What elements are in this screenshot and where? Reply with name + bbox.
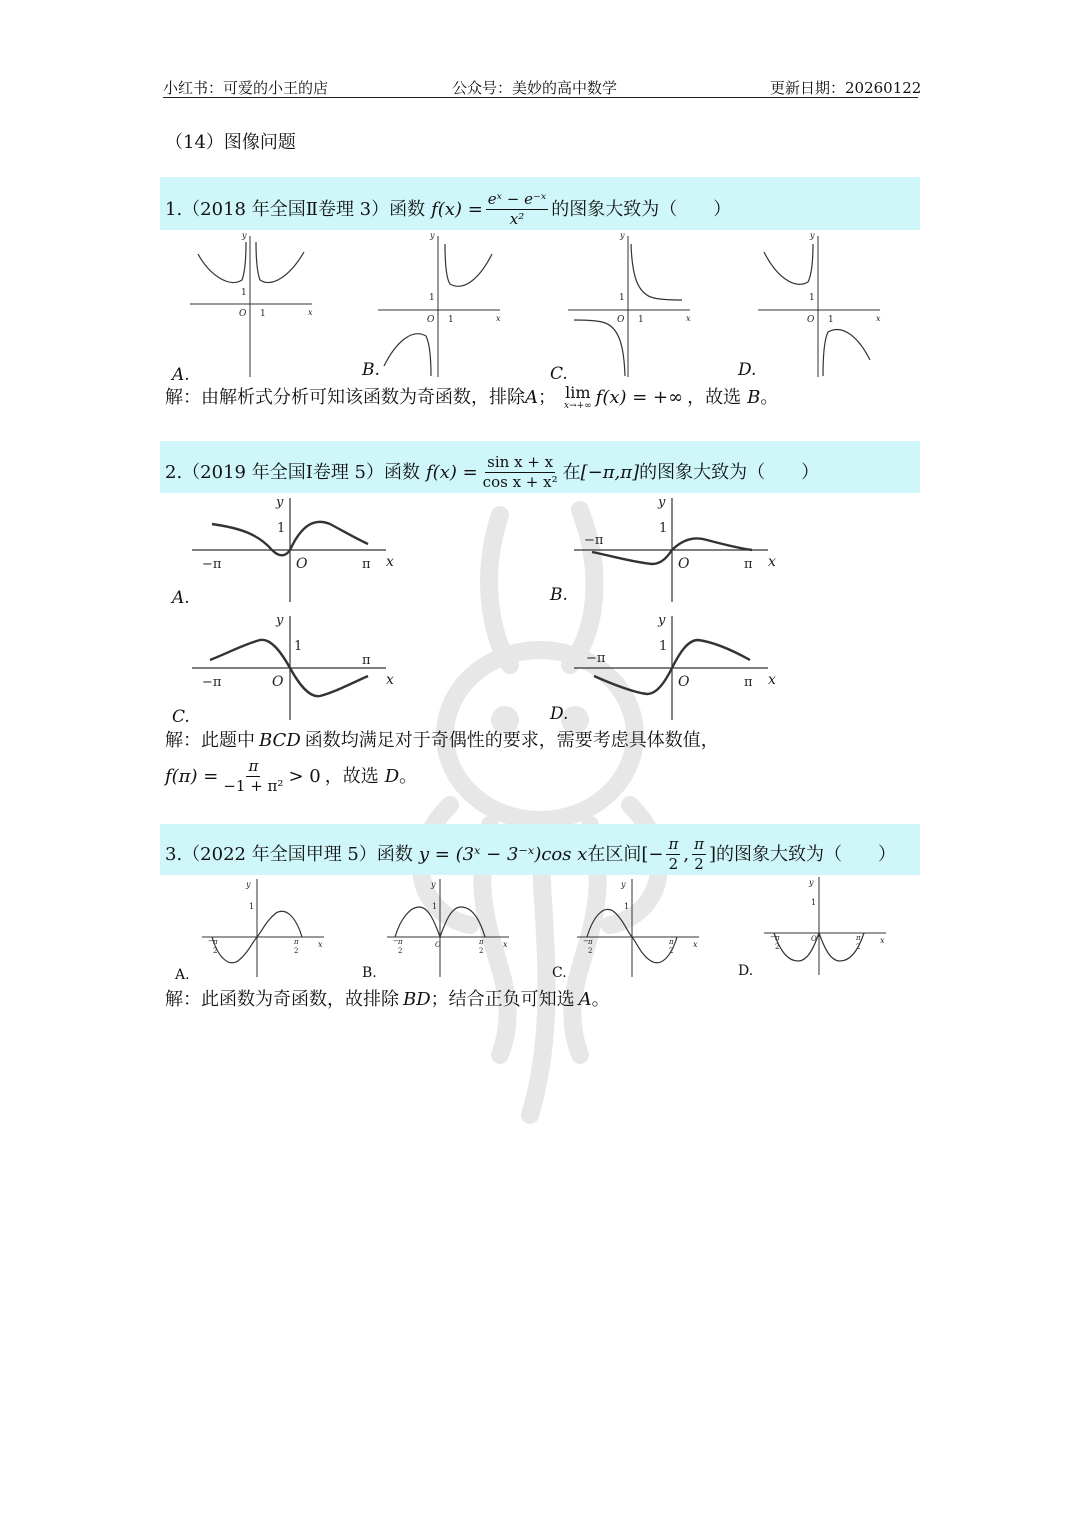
q2-solution-fraction — [221, 758, 285, 795]
q2-prefix: 2.（2019 年全国Ⅰ卷理 5）函数 — [165, 461, 420, 483]
curve-right — [823, 330, 870, 376]
header-center-text: 公众号：美妙的高中数学 — [452, 79, 618, 97]
svg-text:π: π — [362, 653, 371, 668]
svg-text:y: y — [430, 231, 435, 240]
svg-text:x: x — [386, 554, 394, 570]
svg-text:O: O — [296, 556, 308, 572]
svg-text:1: 1 — [811, 898, 817, 907]
q1-suffix: 的图象大致为（ ） — [551, 198, 732, 220]
q2-answer: D — [384, 765, 400, 787]
q2-option-b-label: B. — [550, 585, 568, 605]
svg-text:π: π — [669, 938, 674, 946]
q1-tail: ，故选 — [687, 387, 742, 408]
curve-left — [574, 320, 625, 376]
q1-denominator: x² — [509, 210, 525, 228]
curve-right — [445, 244, 492, 286]
svg-text:1: 1 — [619, 293, 625, 303]
q1-lim-expr: f(x) = +∞ — [595, 387, 684, 408]
svg-text:2: 2 — [775, 943, 780, 951]
q2-solution-a: 解：此题中 — [165, 730, 255, 751]
q3-option-c-label: C. — [552, 965, 567, 981]
q2-gt: > 0 — [288, 765, 321, 787]
svg-text:2: 2 — [479, 947, 484, 955]
svg-text:x: x — [496, 314, 501, 323]
q2-graph-d — [572, 612, 782, 722]
q2-solution-den: −1 + π² — [223, 777, 284, 795]
svg-text:y: y — [246, 880, 251, 889]
svg-text:1: 1 — [432, 902, 438, 911]
svg-text:2: 2 — [213, 947, 218, 955]
curve-right — [256, 242, 304, 282]
q3-suffix: 的图象大致为（ ） — [715, 843, 896, 865]
q1-option-b-label: B. — [362, 360, 380, 380]
q2-interval: [−π,π] — [580, 461, 640, 483]
q3-prefix: 3.（2022 年全国甲理 5）函数 — [165, 843, 413, 865]
curve-left — [198, 242, 246, 282]
svg-text:y: y — [276, 495, 284, 510]
q1-fx: f(x) = — [431, 198, 483, 220]
header-rule — [163, 97, 918, 98]
svg-text:π: π — [588, 938, 593, 946]
svg-text:−π: −π — [202, 675, 222, 690]
header-left-text: 小红书：可爱的小王的店 — [163, 79, 329, 97]
q2-fx: f(x) = — [426, 461, 478, 483]
svg-text:2: 2 — [398, 947, 403, 955]
q1-limit — [564, 385, 592, 411]
svg-text:π: π — [294, 938, 299, 946]
q2-solution-bcd: BCD — [259, 730, 301, 751]
q3-excluded: BD — [403, 989, 431, 1010]
svg-text:1: 1 — [249, 902, 255, 911]
svg-text:−π: −π — [584, 533, 604, 548]
question-2-box — [160, 441, 920, 493]
q3-graph-c — [575, 877, 705, 977]
svg-text:1: 1 — [429, 293, 435, 303]
q3-end: 。 — [591, 989, 610, 1010]
svg-text:π: π — [744, 675, 753, 690]
q2-mid: 在 — [562, 461, 581, 483]
svg-text:y: y — [810, 231, 815, 240]
svg-text:x: x — [503, 940, 508, 949]
q3-mid: 在区间 — [587, 843, 642, 865]
svg-text:y: y — [276, 613, 284, 628]
svg-text:x: x — [768, 554, 776, 570]
svg-text:π: π — [213, 938, 218, 946]
svg-text:1: 1 — [448, 315, 454, 325]
svg-text:x: x — [876, 314, 881, 323]
question-3-box — [160, 824, 920, 875]
question-3-stem — [165, 836, 896, 873]
q1-option-a-label: A. — [172, 365, 190, 385]
svg-text:π: π — [398, 938, 403, 946]
svg-text:O: O — [678, 556, 690, 572]
svg-text:π: π — [479, 938, 484, 946]
svg-text:O: O — [435, 941, 441, 949]
y-one-label: 1 — [241, 288, 247, 298]
x-label: x — [308, 308, 313, 317]
svg-text:1: 1 — [624, 902, 630, 911]
q1-lim-sub: x→+∞ — [564, 401, 592, 411]
q1-lim-word: lim — [565, 383, 591, 402]
q2-suffix: 的图象大致为（ ） — [639, 461, 820, 483]
svg-text:2: 2 — [669, 947, 674, 955]
svg-text:1: 1 — [659, 639, 668, 654]
q3-graph-a — [200, 877, 330, 977]
x-one-label: 1 — [260, 309, 266, 319]
q3-solution-mid: ；结合正负可知选 — [430, 989, 575, 1010]
q2-denominator: cos x + x² — [482, 473, 558, 491]
q2-graph-c — [190, 612, 400, 722]
q1-end: 。 — [760, 387, 779, 408]
curve-right — [631, 244, 682, 300]
svg-text:π: π — [775, 934, 780, 942]
q3-answer: A — [578, 989, 592, 1010]
svg-text:1: 1 — [809, 293, 815, 303]
q1-option-d-label: D. — [738, 360, 757, 380]
q3-graph-b — [385, 877, 515, 977]
svg-text:1: 1 — [294, 639, 303, 654]
q3-solution — [165, 988, 610, 1012]
q1-option-c-label: C. — [550, 364, 568, 384]
svg-text:y: y — [658, 495, 666, 510]
q3-option-b-label: B. — [362, 965, 377, 981]
svg-text:2: 2 — [294, 947, 299, 955]
q3-solution-text: 解：此函数为奇函数，故排除 — [165, 989, 399, 1010]
curve-left — [764, 244, 813, 284]
q1-numerator: eˣ − e⁻ˣ — [487, 190, 547, 208]
header-date-text: 更新日期：20260122 — [770, 79, 922, 97]
svg-text:O: O — [427, 315, 435, 325]
svg-text:−: − — [208, 937, 214, 945]
q1-answer: B — [747, 387, 761, 408]
svg-text:y: y — [620, 231, 625, 240]
q1-prefix: 1.（2018 年全国Ⅱ卷理 3）函数 — [165, 198, 426, 220]
q2-option-d-label: D. — [550, 704, 569, 724]
q2-graph-b — [572, 494, 782, 604]
q2-end: 。 — [399, 765, 418, 787]
q3-graph-d — [762, 875, 892, 975]
svg-text:O: O — [617, 315, 625, 325]
svg-text:1: 1 — [277, 521, 286, 536]
q2-numerator: sin x + x — [487, 453, 554, 471]
q1-excluded: A — [525, 387, 538, 408]
q2-option-a-label: A. — [172, 588, 190, 608]
q2-option-c-label: C. — [172, 707, 190, 727]
svg-text:y: y — [658, 613, 666, 628]
q2-fpi: f(π) = — [165, 765, 219, 787]
y-label: y — [242, 231, 247, 240]
svg-text:1: 1 — [659, 521, 668, 536]
svg-text:x: x — [768, 672, 776, 688]
svg-text:−: − — [583, 937, 589, 945]
q1-solution-text: 解：由解析式分析可知该函数为奇函数，排除 — [165, 387, 525, 408]
svg-text:O: O — [272, 674, 284, 690]
q1-graph-c — [568, 232, 698, 380]
question-1-box — [160, 177, 920, 230]
svg-text:y: y — [431, 880, 436, 889]
q2-solution-c: 函数均满足对于奇偶性的要求，需要考虑具体数值， — [304, 730, 719, 751]
q1-sep: ； — [538, 387, 556, 408]
svg-text:1: 1 — [828, 315, 834, 325]
svg-text:O: O — [811, 935, 817, 943]
q3-interval-right: ] — [708, 843, 716, 865]
q3-frac-left: $\frac{\pi}{2}$ — [668, 835, 679, 873]
svg-text:y: y — [621, 880, 626, 889]
svg-text:π: π — [362, 557, 371, 572]
svg-text:1: 1 — [638, 315, 644, 325]
q3-interval-left: [− — [641, 843, 664, 865]
question-2-stem — [165, 454, 819, 491]
q2-solution-num: π — [248, 757, 259, 775]
q1-solution — [165, 385, 778, 411]
q1-graph-a — [190, 232, 320, 380]
svg-text:2: 2 — [856, 943, 861, 951]
svg-text:x: x — [693, 940, 698, 949]
svg-text:π: π — [856, 934, 861, 942]
curve-left — [384, 334, 431, 376]
q2-solution-line-1 — [165, 729, 719, 753]
origin-label: O — [239, 309, 247, 319]
question-1-stem — [165, 191, 731, 228]
q1-graph-d — [758, 232, 888, 380]
svg-text:O: O — [678, 674, 690, 690]
svg-text:−π: −π — [586, 651, 606, 666]
svg-text:x: x — [686, 314, 691, 323]
svg-text:−: − — [770, 933, 776, 941]
q2-tail: ，故选 — [324, 765, 379, 787]
svg-text:x: x — [386, 672, 394, 688]
q2-solution-line-2 — [165, 758, 417, 795]
section-title: （14）图像问题 — [165, 132, 296, 153]
svg-text:x: x — [880, 936, 885, 945]
q2-fraction — [481, 454, 560, 491]
svg-text:x: x — [318, 940, 323, 949]
q3-expr: y = (3ˣ − 3⁻ˣ)cos x — [418, 843, 588, 865]
q1-graph-b — [378, 232, 508, 380]
q3-option-a-label: A. — [175, 967, 190, 983]
svg-text:π: π — [744, 557, 753, 572]
svg-text:−: − — [393, 937, 399, 945]
svg-text:y: y — [809, 878, 814, 887]
svg-text:−π: −π — [202, 557, 222, 572]
q2-graph-a — [190, 494, 400, 604]
q3-option-d-label: D. — [738, 963, 754, 979]
q1-fraction — [486, 191, 548, 228]
svg-text:2: 2 — [588, 947, 593, 955]
svg-text:O: O — [807, 315, 815, 325]
q3-comma: , — [683, 843, 690, 865]
q3-frac-right: $\frac{\pi}{2}$ — [694, 835, 704, 873]
